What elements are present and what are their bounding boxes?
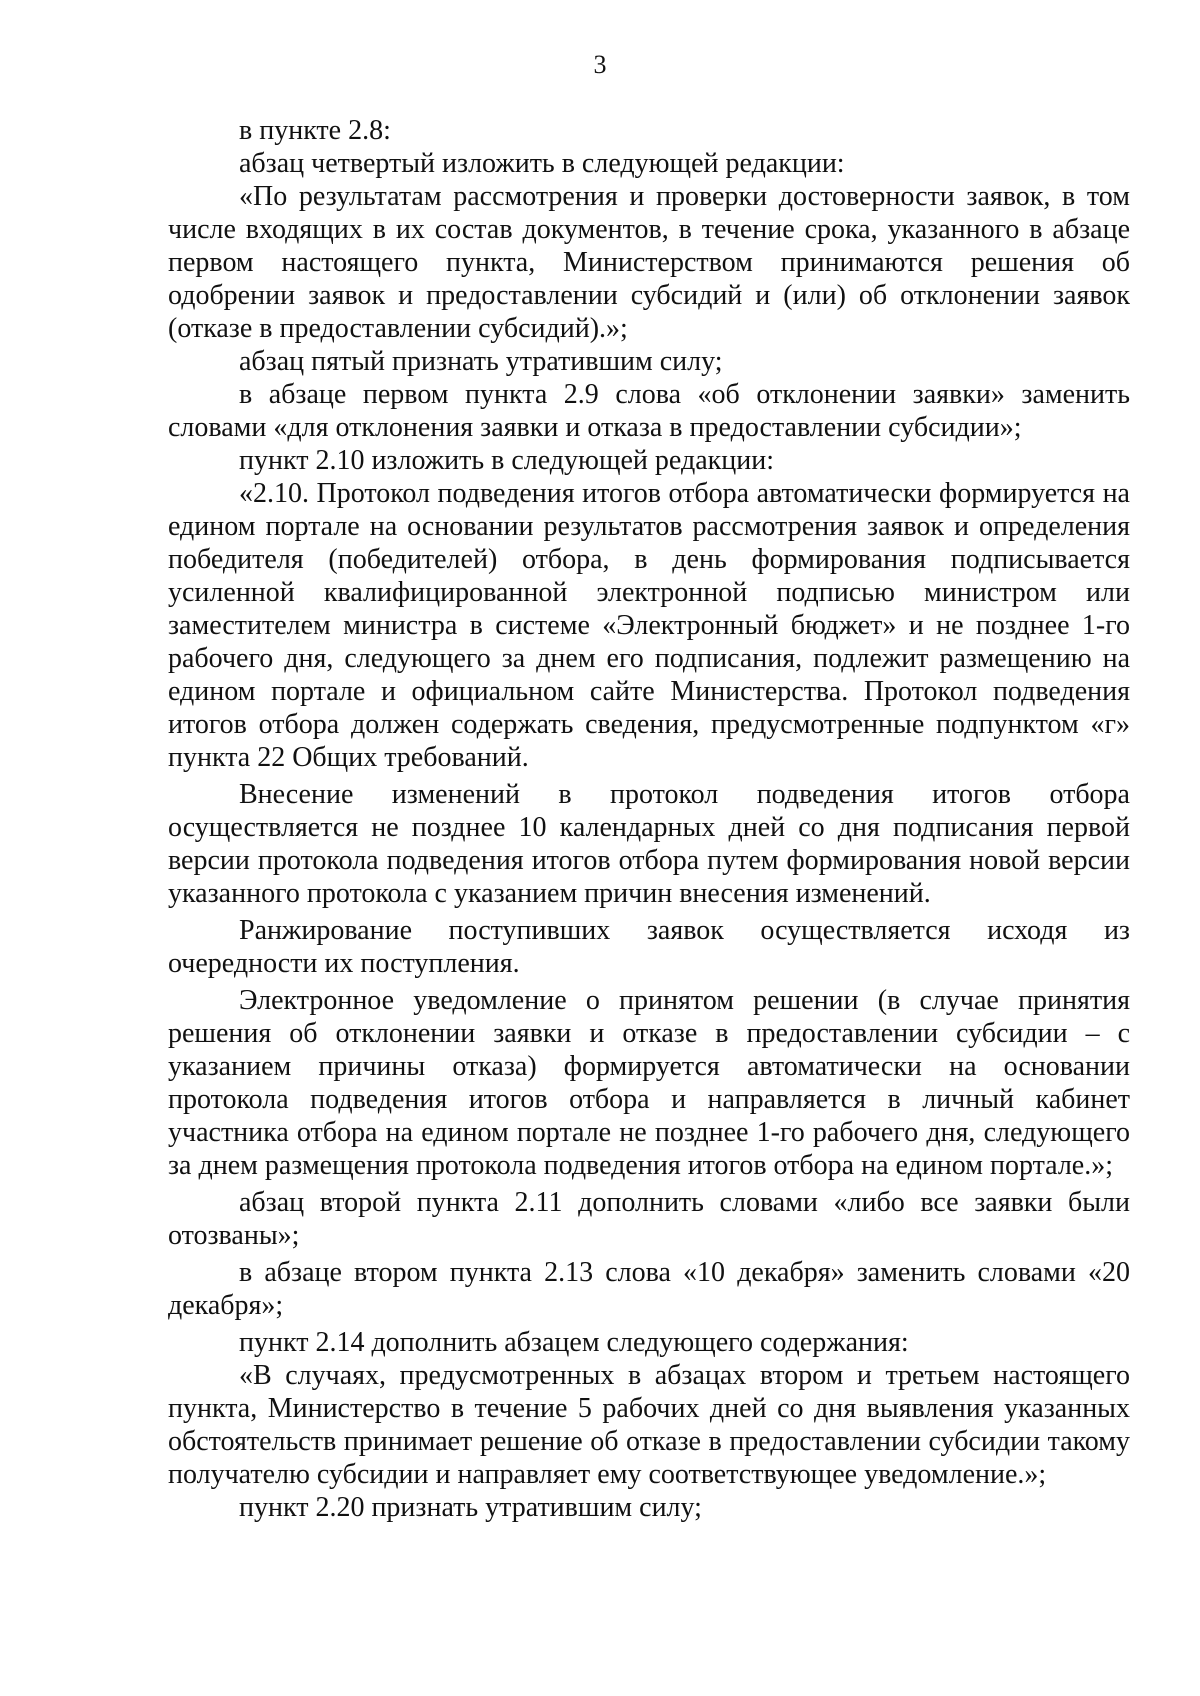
- paragraph-9: Ранжирование поступивших заявок осуществляется исходя из очередности их поступления.: [168, 915, 1130, 979]
- paragraph-6: пункт 2.10 изложить в следующей редакции:: [239, 445, 774, 476]
- paragraph-12: в абзаце втором пункта 2.13 слова «10 декабря» заменить словами «20 декабря»;: [168, 1257, 1130, 1321]
- paragraph-3: «По результатам рассмотрения и проверки достоверности заявок, в том числе входящих в их состав документов, в течение срока, указанного в абзаце первом настоящего пункта, Министерством принимаются решения об одобрении заявок и предоставлении субсидий и (или) об отклонении заявок (отказе в предоставлении субсидий).»;: [168, 181, 1130, 344]
- paragraph-10: Электронное уведомление о принятом решении (в случае принятия решения об отклонении заявки и отказе в предоставлении субсидии – с указанием причины отказа) формируется автоматически на основании протокола подведения итогов отбора и направляется в личный кабинет участника отбора на едином портале не позднее 1-го рабочего дня, следующего за днем размещения протокола подведения итогов отбора на едином портале.»;: [168, 985, 1130, 1181]
- paragraph-8: Внесение изменений в протокол подведения итогов отбора осуществляется не позднее 10 календарных дней со дня подписания первой версии протокола подведения итогов отбора путем формирования новой версии указанного протокола с указанием причин внесения изменений.: [168, 779, 1130, 909]
- paragraph-15: пункт 2.20 признать утратившим силу;: [239, 1492, 702, 1523]
- paragraph-4: абзац пятый признать утратившим силу;: [239, 346, 723, 377]
- paragraph-5: в абзаце первом пункта 2.9 слова «об отклонении заявки» заменить словами «для отклонения заявки и отказа в предоставлении субсидии»;: [168, 379, 1130, 443]
- paragraph-14: «В случаях, предусмотренных в абзацах втором и третьем настоящего пункта, Министерство в течение 5 рабочих дней со дня выявления указанных обстоятельств принимает решение об отказе в предоставлении субсидии такому получателю субсидии и направляет ему соответствующее уведомление.»;: [168, 1360, 1130, 1490]
- paragraph-13: пункт 2.14 дополнить абзацем следующего содержания:: [239, 1327, 909, 1358]
- paragraph-1: в пункте 2.8:: [239, 115, 391, 146]
- paragraph-7: «2.10. Протокол подведения итогов отбора автоматически формируется на едином портале на основании результатов рассмотрения заявок и определения победителя (победителей) отбора, в день формирования подписывается усиленной квалифицированной электронной подписью министром или заместителем министра в системе «Электронный бюджет» и не позднее 1-го рабочего дня, следующего за днем его подписания, подлежит размещению на едином портале и официальном сайте Министерства. Протокол подведения итогов отбора должен содержать сведения, предусмотренные подпунктом «г» пункта 22 Общих требований.: [168, 478, 1130, 773]
- page-number: 3: [593, 50, 607, 79]
- paragraph-2: абзац четвертый изложить в следующей редакции:: [239, 148, 845, 179]
- document-body: [168, 114, 1130, 1524]
- paragraph-11: абзац второй пункта 2.11 дополнить словами «либо все заявки были отозваны»;: [168, 1187, 1130, 1251]
